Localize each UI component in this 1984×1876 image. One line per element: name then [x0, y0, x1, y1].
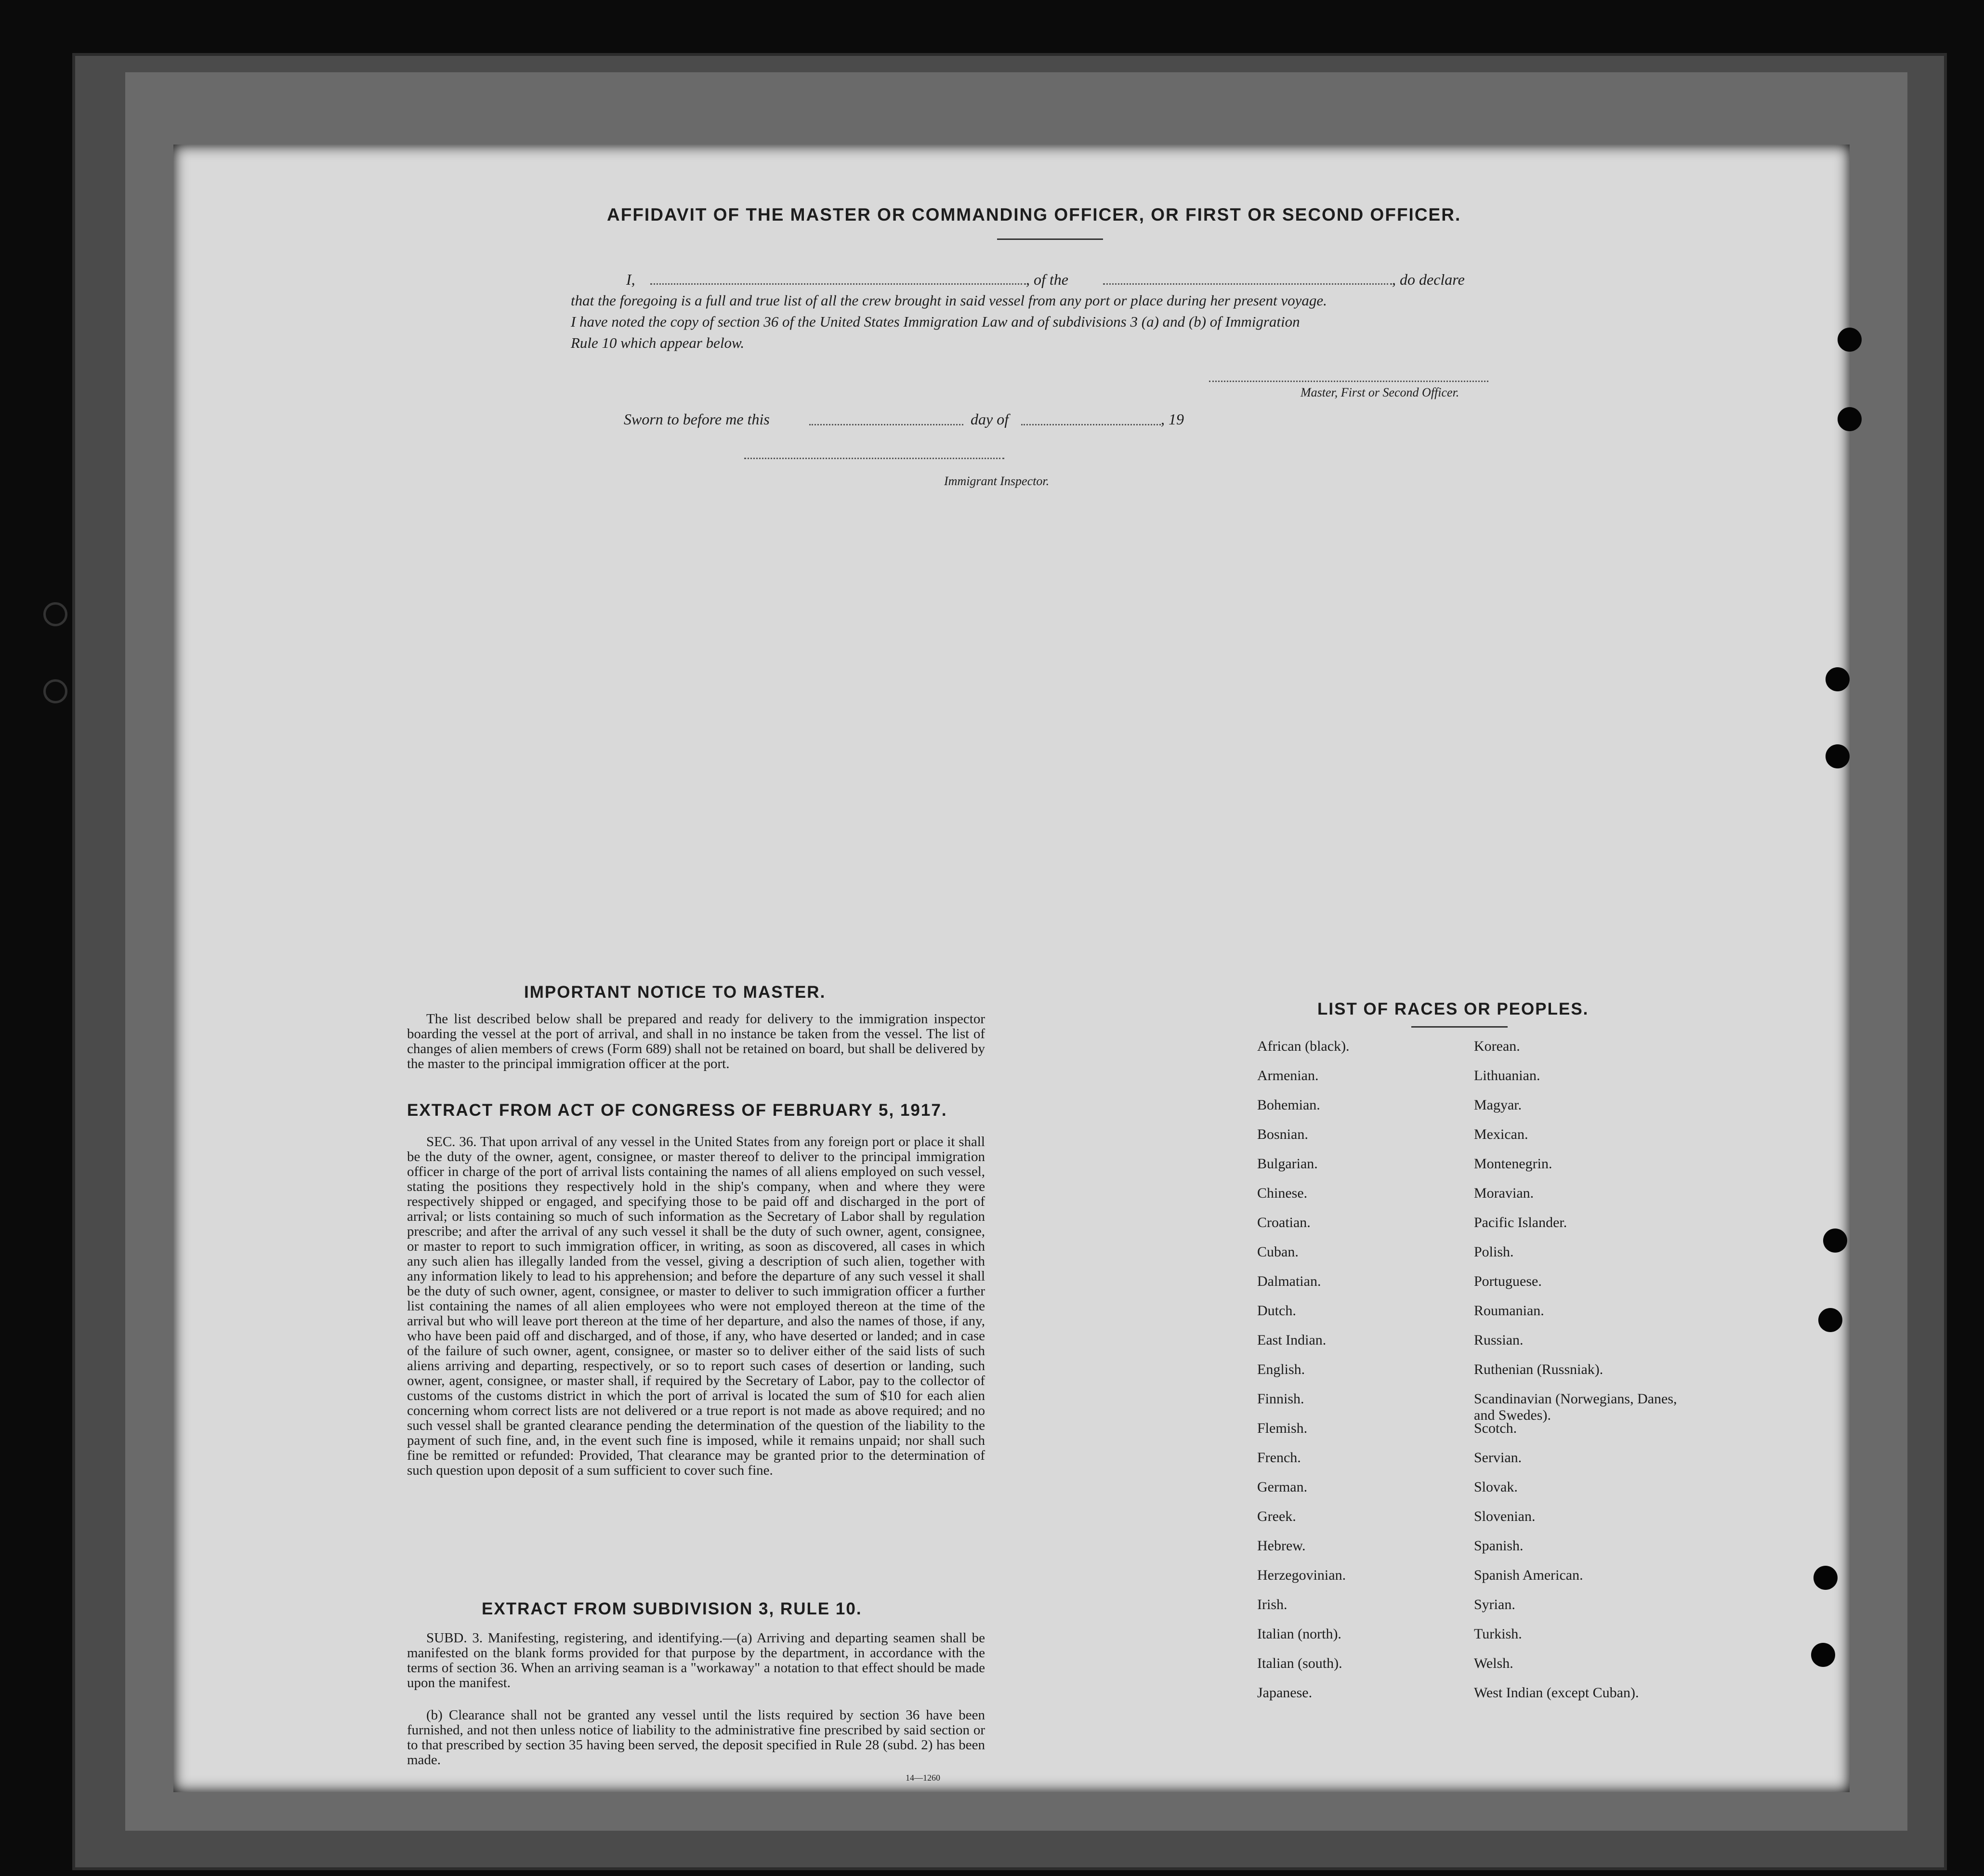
race-item: Scotch. — [1474, 1420, 1517, 1436]
race-item: Polish. — [1474, 1244, 1514, 1260]
race-item: Chinese. — [1257, 1185, 1308, 1201]
race-item: Croatian. — [1257, 1215, 1311, 1230]
race-item: Russian. — [1474, 1332, 1524, 1348]
race-item: Ruthenian (Russniak). — [1474, 1361, 1603, 1377]
binder-hole — [1838, 328, 1862, 352]
inspector-signature-line[interactable] — [744, 458, 1004, 459]
vessel-blank[interactable] — [1103, 283, 1392, 285]
affidavit-title: AFFIDAVIT OF THE MASTER OR COMMANDING OFFICER, OR FIRST OR SECOND OFFICER. — [607, 205, 1461, 225]
binder-hole — [1813, 1566, 1838, 1590]
race-item: African (black). — [1257, 1038, 1350, 1054]
race-item: Slovak. — [1474, 1479, 1518, 1495]
binder-hole — [1823, 1229, 1847, 1253]
signature-caption: Master, First or Second Officer. — [1301, 385, 1459, 399]
affidavit-line-3: I have noted the copy of section 36 of the United States Immigration Law and of subdivisions 3 (a) and (b) of Immigration — [571, 313, 1300, 330]
race-item: Turkish. — [1474, 1626, 1522, 1642]
race-item: Italian (south). — [1257, 1655, 1342, 1671]
inspector-caption: Immigrant Inspector. — [944, 474, 1050, 488]
races-rule — [1411, 1026, 1508, 1028]
affidavit-page — [173, 145, 1850, 1792]
race-item: Greek. — [1257, 1508, 1296, 1524]
race-item: East Indian. — [1257, 1332, 1327, 1348]
sworn-text: Sworn to before me this — [624, 410, 770, 428]
race-item: Pacific Islander. — [1474, 1215, 1567, 1230]
races-left-column — [1257, 1038, 1459, 1714]
race-item: West Indian (except Cuban). — [1474, 1685, 1639, 1701]
affidavit-line-4: Rule 10 which appear below. — [571, 334, 745, 351]
race-item: Moravian. — [1474, 1185, 1534, 1201]
race-item: Spanish. — [1474, 1538, 1524, 1554]
race-item: Welsh. — [1474, 1655, 1513, 1671]
form-number: 14—1260 — [906, 1773, 940, 1783]
binder-hole — [1811, 1643, 1835, 1667]
rule-body-b: (b) Clearance shall not be granted any vessel until the lists required by section 36 have been furnished, and not then unless notice of liability to the administrative fine prescribed by said section or to that prescribed by section 35 having been served, the deposit specified in Rule 28 (subd. 2) has been made. — [407, 1707, 985, 1768]
affidavit-declare: , do declare — [1392, 271, 1465, 288]
race-item: Scandinavian (Norwegians, Danes, and Swedes). — [1474, 1391, 1677, 1423]
race-item: Herzegovinian. — [1257, 1567, 1346, 1583]
race-item: German. — [1257, 1479, 1308, 1495]
race-item: Dutch. — [1257, 1303, 1296, 1319]
notice-title: IMPORTANT NOTICE TO MASTER. — [524, 983, 826, 1002]
race-item: Bohemian. — [1257, 1097, 1320, 1113]
race-item: Korean. — [1474, 1038, 1520, 1054]
sworn-day-blank[interactable] — [809, 424, 963, 425]
races-title: LIST OF RACES OR PEOPLES. — [1317, 1000, 1589, 1018]
race-item: Dalmatian. — [1257, 1273, 1321, 1289]
notice-body: The list described below shall be prepared and ready for delivery to the immigration inspector boarding the vessel at the port of arrival, and shall in no instance be taken from the vessel. The list of changes of alien members of crews (Form 689) shall not be retained on board, but shall be delivered by the master to the principal immigration officer at the port. — [407, 1011, 985, 1071]
name-blank[interactable] — [650, 283, 1026, 285]
act-body: SEC. 36. That upon arrival of any vessel in the United States from any foreign port or place it shall be the duty of the owner, agent, consignee, or master thereof to deliver to the principal immigration officer in charge of the port of arrival lists containing the names of all aliens employed on such vessel, stating the positions they respectively hold in the ship's company, when and where they were respectively shipped or engaged, and specifying those to be paid off and discharged in the port of arrival; or lists containing so much of such information as the Secretary of Labor shall by regulation prescribe; and after the arrival of any such vessel it shall be the duty of such owner, agent, consignee, or master to report to such immigration officer, in writing, as soon as discovered, all cases in which any such alien has illegally landed from the vessel, giving a description of such alien, together with any information likely to lead to his apprehension; and before the departure of any such vessel it shall be the duty of such owner, agent, consignee, or master to deliver to such immigration officer a further list containing the names of all alien employees who were not employed thereon at the time of the arrival but who will leave port thereon at the time of her departure, and also the names of those, if any, who have been paid off and discharged, and of those, if any, who have deserted or landed; and in case of the failure of such owner, agent, consignee, or master so to deliver either of the said lists of such aliens arriving and departing, respectively, or so to report such cases of desertion or landing, such owner, agent, consignee, or master shall, if required by the Secretary of Labor, pay to the collector of customs of the customs district in which the port of arrival is located the sum of $10 for each alien concerning whom correct lists are not delivered or a true report is not made as above required; and no such vessel shall be granted clearance pending the determination of the question of the liability to the payment of such fine, and, in the event such fine is imposed, while it remains unpaid; nor shall such fine be remitted or refunded: Provided, That clearance may be granted prior to the determination of such question upon deposit of a sum sufficient to cover such fine. — [407, 1134, 985, 1478]
race-item: Finnish. — [1257, 1391, 1304, 1407]
race-item: Magyar. — [1474, 1097, 1522, 1113]
binder-hole — [1826, 744, 1850, 768]
race-item: Bosnian. — [1257, 1126, 1308, 1142]
race-item: Syrian. — [1474, 1597, 1515, 1612]
affidavit-i: I, — [626, 271, 635, 288]
binder-hole — [1826, 667, 1850, 691]
day-of-text: day of — [971, 410, 1009, 428]
race-item: Roumanian. — [1474, 1303, 1544, 1319]
race-item: Italian (north). — [1257, 1626, 1341, 1642]
race-item: Bulgarian. — [1257, 1156, 1318, 1172]
rule-body-a: SUBD. 3. Manifesting, registering, and identifying.—(a) Arriving and departing seamen shall be manifested on the blank forms provided for that purpose by the department, in accordance with the terms of section 36. When an arriving seaman is a "workaway" a notation to that effect should be made upon the manifest. — [407, 1630, 985, 1691]
race-item: Montenegrin. — [1474, 1156, 1552, 1172]
sworn-month-blank[interactable] — [1021, 424, 1161, 425]
race-item: English. — [1257, 1361, 1305, 1377]
race-item: Spanish American. — [1474, 1567, 1583, 1583]
affidavit-line-2: that the foregoing is a full and true list of all the crew brought in said vessel from any port or place during her present voyage. — [571, 292, 1327, 309]
act-title: EXTRACT FROM ACT OF CONGRESS OF FEBRUARY 5, 1917. — [407, 1101, 947, 1120]
race-item: Slovenian. — [1474, 1508, 1536, 1524]
race-item: Irish. — [1257, 1597, 1288, 1612]
signature-line[interactable] — [1209, 381, 1488, 382]
race-item: Japanese. — [1257, 1685, 1313, 1701]
race-item: Mexican. — [1474, 1126, 1528, 1142]
year-text: , 19 — [1161, 410, 1184, 428]
races-right-column — [1474, 1038, 1686, 1714]
title-rule — [997, 238, 1103, 240]
race-item: Flemish. — [1257, 1420, 1308, 1436]
affidavit-of-the: , of the — [1026, 271, 1068, 288]
rule-title: EXTRACT FROM SUBDIVISION 3, RULE 10. — [482, 1599, 862, 1618]
binder-hole — [1818, 1308, 1842, 1332]
race-item: Portuguese. — [1474, 1273, 1542, 1289]
race-item: Hebrew. — [1257, 1538, 1306, 1554]
race-item: Lithuanian. — [1474, 1068, 1540, 1083]
punch-ring — [43, 679, 67, 703]
race-item: French. — [1257, 1450, 1301, 1466]
binder-hole — [1838, 407, 1862, 431]
race-item: Armenian. — [1257, 1068, 1319, 1083]
race-item: Servian. — [1474, 1450, 1522, 1466]
race-item: Cuban. — [1257, 1244, 1299, 1260]
punch-ring — [43, 602, 67, 626]
